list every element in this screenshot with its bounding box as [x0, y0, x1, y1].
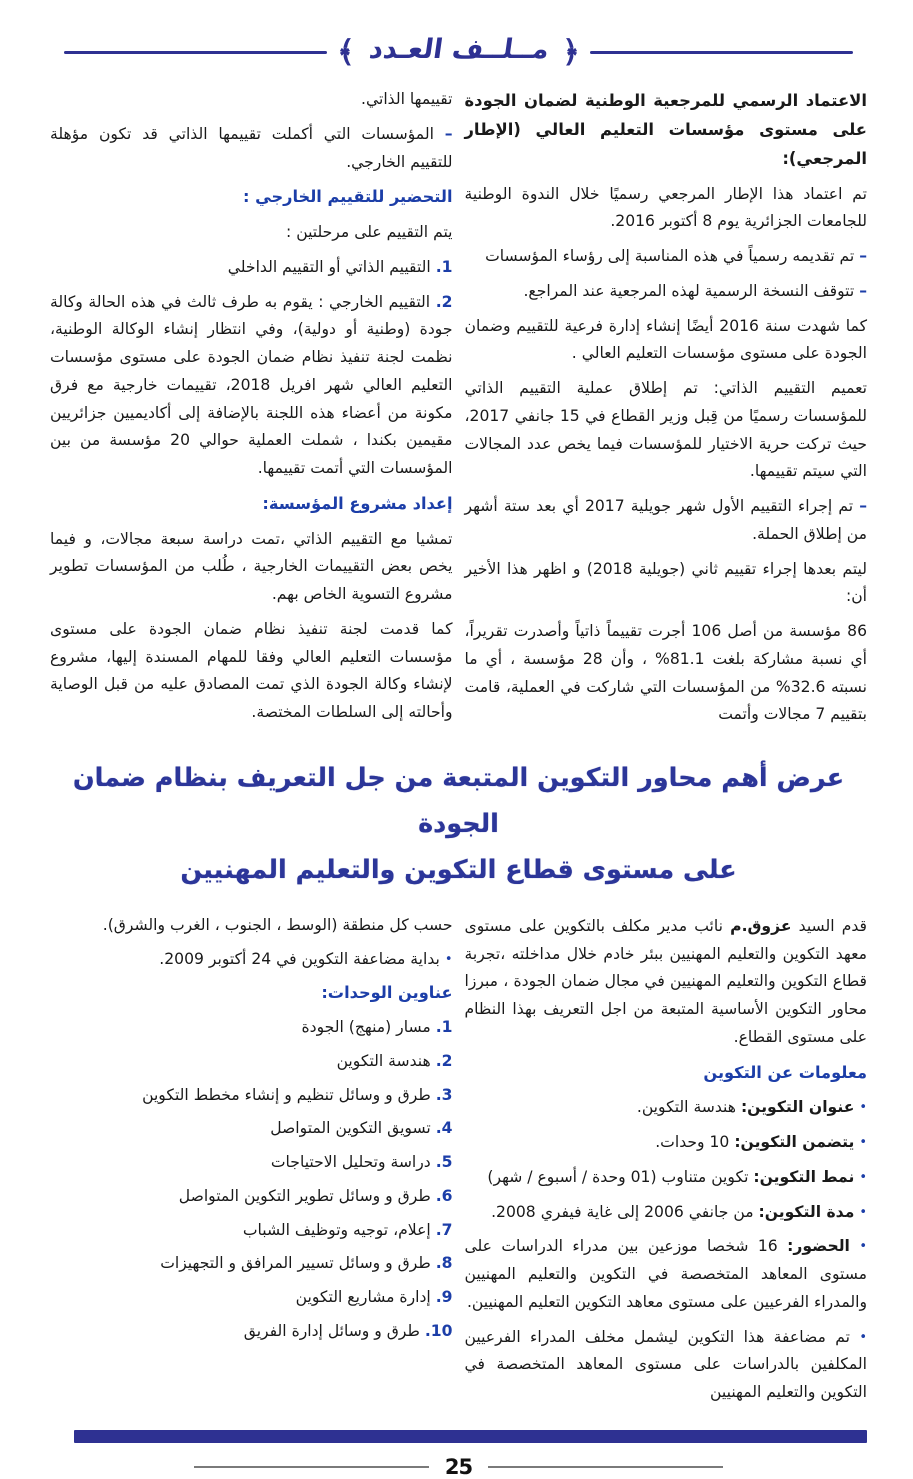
accreditation-heading: الاعتماد الرسمي للمرجعية الوطنية لضمان الجودة على مستوى مؤسسات التعليم العالي (الإطار المرجعي): [464, 91, 867, 169]
dash-item: – تتوقف النسخة الرسمية لهذه المرجعية عند المراجع. [523, 281, 867, 300]
page-number: 25 [444, 1454, 473, 1479]
masthead-rule-right [590, 51, 853, 54]
paragraph: يتم التقييم على مرحلتين : [286, 223, 453, 242]
training-column-right [465, 906, 868, 1414]
accreditation-column-right [465, 79, 868, 736]
unit-item: 8. طرق و وسائل تسيير المرافق و التجهيزات [160, 1254, 453, 1273]
masthead-title: مــلــف العـدد [366, 34, 551, 65]
ornate-bracket-left-icon: ﴾ [337, 34, 355, 70]
paragraph: تمشيا مع التقييم الذاتي ،تمت دراسة سبعة مجالات، و فيما يخص بعض التقييمات الخارجية ، طُلب من المؤسسات تطوير مشروع التسوية الخاص بهم. [50, 529, 453, 604]
bullet-icon: • [859, 1204, 867, 1220]
section-training [50, 906, 867, 1414]
subheading-training-info: معلومات عن التكوين [703, 1062, 867, 1082]
unit-item: 2. هندسة التكوين [336, 1051, 453, 1070]
bullet-icon: • [859, 1239, 867, 1255]
dash-item: – المؤسسات التي أكملت تقييمها الذاتي قد تكون مؤهلة للتقييم الخارجي. [50, 124, 453, 171]
unit-item: 10. طرق و وسائل إدارة الفريق [243, 1321, 453, 1340]
bullet-icon: • [859, 1100, 867, 1116]
bullet-icon: • [859, 1169, 867, 1185]
paragraph-continuation: حسب كل منطقة (الوسط ، الجنوب ، الغرب والشرق). [102, 915, 453, 934]
paragraph: تم اعتماد هذا الإطار المرجعي رسميًا خلال الندوة الوطنية للجامعات الجزائرية يوم 8 أكتوبر 2016. [464, 184, 867, 231]
paragraph: قدم السيد عزوق.م نائب مدير مكلف بالتكوين على مستوى معهد التكوين والتعليم المهنيين ببئر خادم خلال مداخلته ،تجربة قطاع التكوين والتعليم المهنيين في مجال ضمان الجودة ، مبرزا محاور التكوين الأساسية المتبعة من اجل التعريف بهذا النظام على مستوى القطاع. [464, 916, 868, 1046]
paragraph: تعميم التقييم الذاتي: تم إطلاق عملية التقييم الذاتي للمؤسسات رسميًا من قِبل وزير القطاع في 15 جانفي 2017، حيث تركت حرية الاختيار للمؤسسات فيما يخص عدد المجالات التي سيتم تقييمها. [464, 379, 867, 481]
unit-item: 7. إعلام، توجيه وتوظيف الشباب [242, 1220, 453, 1239]
bullet-item: • بداية مضاعفة التكوين في 24 أكتوبر 2009. [159, 949, 453, 968]
page-number-row [50, 1455, 867, 1479]
dash-marker: – [859, 281, 867, 300]
speaker-name: عزوق.م [730, 916, 792, 935]
dash-item: – تم إجراء التقييم الأول شهر جويلية 2017 أي بعد ستة أشهر من إطلاق الحملة. [464, 497, 867, 543]
unit-item: 9. إدارة مشاريع التكوين [295, 1288, 453, 1307]
paragraph: 86 مؤسسة من أصل 106 أجرت تقييماً ذاتياً وأصدرت تقريراً، أي نسبة مشاركة بلغت 81.1% ، وأن 28 مؤسسة ، أي ما نسبته 32.6% من المؤسسات التي شاركت في العملية، قامت بتقييم 7 مجالات وأتمت [464, 622, 867, 724]
bullet-item: • عنوان التكوين: هندسة التكوين. [636, 1098, 867, 1117]
bullet-item: • تم مضاعفة هذا التكوين ليشمل مخلف المدراء الفرعيين المكلفين بالدراسات على مستوى المعاهد المتخصصة في التكوين والتعليم المهنيين [464, 1327, 867, 1402]
footer-rule-bar [74, 1430, 867, 1443]
dash-marker: – [444, 124, 453, 143]
ornate-bracket-right-icon: ﴿ [562, 34, 580, 70]
bullet-icon: • [859, 1135, 867, 1151]
bullet-icon: • [444, 951, 453, 967]
accreditation-column-left [50, 79, 453, 734]
unit-item: 5. دراسة وتحليل الاحتياجات [270, 1153, 453, 1172]
bullet-icon: • [859, 1329, 867, 1345]
subheading-external-evaluation: التحضير للتقييم الخارجي : [243, 187, 453, 207]
paragraph: كما قدمت لجنة تنفيذ نظام ضمان الجودة على مستوى مؤسسات التعليم العالي وفقا للمهام المسندة إليها، مشروع لإنشاء وكالة الجودة الذي تمت المصادق عليه من قبل الوصاية وأحالته إلى السلطات المختصة. [50, 619, 453, 722]
section-accreditation [50, 79, 867, 736]
dash-item: – تم تقديمه رسمياً في هذه المناسبة إلى رؤساء المؤسسات [485, 247, 867, 266]
subheading-institution-project: إعداد مشروع المؤسسة: [262, 493, 453, 513]
dash-marker: – [859, 497, 867, 516]
section-title-training: عرض أهم محاور التكوين المتبعة من جل التعريف بنظام ضمان الجودة على مستوى قطاع التكوين والتعليم المهنيين [72, 763, 845, 885]
paragraph: كما شهدت سنة 2016 أيضًا إنشاء إدارة فرعية للتقييم وضمان الجودة على مستوى مؤسسات التعليم العالي . [464, 316, 867, 363]
dash-marker: – [859, 247, 867, 266]
paragraph: ليتم بعدها إجراء تقييم ثاني (جويلية 2018) و اظهر هذا الأخير أن: [464, 559, 867, 606]
page-number-rule-left [194, 1466, 429, 1468]
training-column-left [50, 906, 453, 1352]
page-number-rule-right [488, 1466, 723, 1468]
bullet-item: • يتضمن التكوين: 10 وحدات. [655, 1133, 867, 1152]
bullet-item: • الحضور: 16 شخصا موزعين بين مدراء الدراسات على مستوى المعاهد المتخصصة في التكوين والتعليم المهنيين والمدراء الفرعيين على مستوى معاهد التكوين التعليم المهنيين. [464, 1237, 867, 1311]
masthead [64, 36, 853, 69]
bullet-item: • نمط التكوين: تكوين متناوب (01 وحدة / أسبوع / شهر) [487, 1167, 867, 1186]
masthead-rule-left [64, 51, 327, 54]
unit-item: 1. مسار (منهج) الجودة [301, 1018, 453, 1037]
numbered-item: 2. التقييم الخارجي : يقوم به طرف ثالث في هذه الحالة وكالة جودة (وطنية أو دولية)، وفي انتظار إنشاء الوكالة الوطنية، نظمت لجنة تنفيذ نظام ضمان الجودة على مستوى مؤسسات التعليم العالي شهر افريل 2018، تقييمات خارجية مع فرق مكونة من أعضاء هذه اللجنة بالإضافة إلى أكاديميين جزائريين مقيمين بكندا ، شملت العملية حوالي 20 مؤسسة من بين المؤسسات التي أتمت تقييمها. [50, 292, 453, 478]
paragraph-continuation: تقييمها الذاتي. [361, 90, 453, 108]
unit-item: 6. طرق و وسائل تطوير التكوين المتواصل [178, 1186, 453, 1205]
numbered-item: 1. التقييم الذاتي أو التقييم الداخلي [227, 257, 453, 276]
bullet-item: • مدة التكوين: من جانفي 2006 إلى غاية فيفري 2008. [491, 1202, 867, 1221]
unit-item: 3. طرق و وسائل تنظيم و إنشاء مخطط التكوين [142, 1085, 453, 1104]
unit-item: 4. تسويق التكوين المتواصل [270, 1119, 453, 1138]
subheading-unit-titles: عناوين الوحدات: [321, 983, 453, 1003]
